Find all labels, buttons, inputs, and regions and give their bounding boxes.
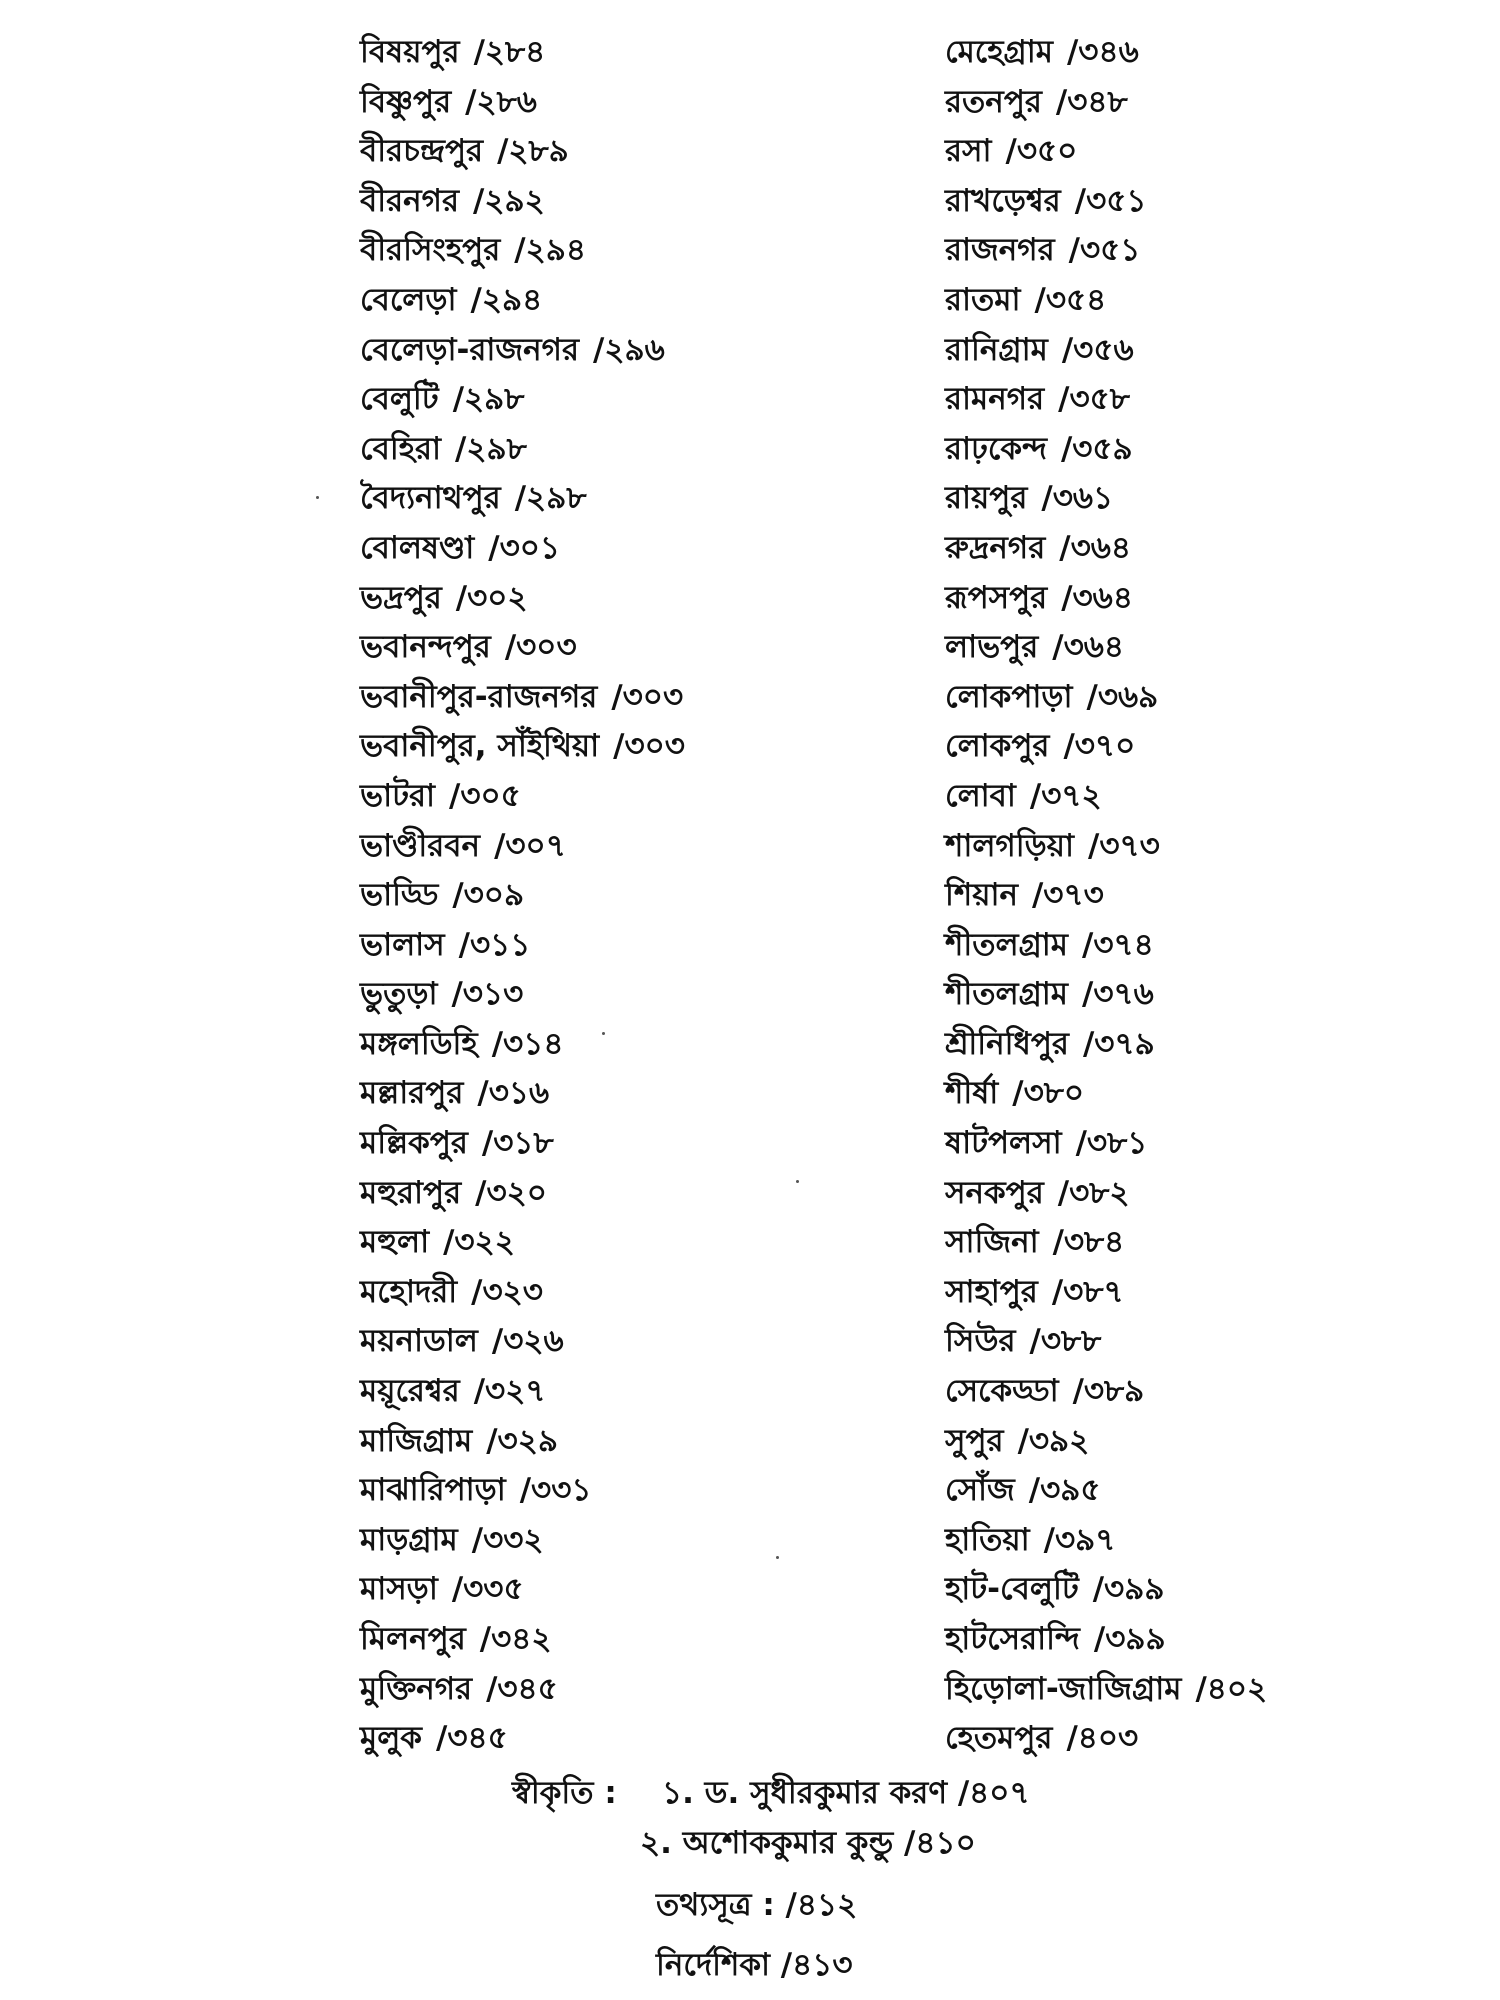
left-index-entry [360, 1020, 920, 1070]
place-name: মল্লারপুর [360, 1075, 464, 1112]
place-name: সাজিনা [945, 1224, 1039, 1261]
page-number: /৩০১ [488, 529, 561, 566]
page-number: /৩৯৯ [1092, 1571, 1165, 1608]
page-number: /৩৫৪ [1034, 281, 1107, 318]
right-index-entry [945, 276, 1465, 326]
place-name: বেলুটি [360, 381, 439, 418]
left-index-entry [360, 375, 920, 425]
place-name: ভুতুড়া [360, 976, 438, 1013]
page-number: /৩৭৯ [1082, 1025, 1155, 1062]
place-name: ভাণ্ডীরবন [360, 827, 481, 864]
right-index-entry [945, 1317, 1465, 1367]
right-index-entry [945, 772, 1465, 822]
place-name: ভদ্রপুর [360, 579, 442, 616]
left-index-entry [360, 177, 920, 227]
left-index-entry [360, 1466, 920, 1516]
place-name: রতনপুর [945, 83, 1042, 120]
page-number: /২৮৯ [497, 133, 569, 170]
place-name: বিষ্ণুপুর [360, 83, 452, 120]
index-entry: নির্দেশিকা /৪১৩ [656, 1947, 853, 1983]
right-index-entry [945, 1516, 1465, 1566]
left-index-entry [360, 28, 920, 78]
sources-entry: তথ্যসূত্র : /৪১২ [656, 1887, 858, 1923]
place-name: রাজনগর [945, 232, 1055, 269]
left-index-entry [360, 425, 920, 475]
place-name: মেহেগ্রাম [945, 34, 1053, 70]
left-index-entry [360, 871, 920, 921]
left-index-entry [360, 970, 920, 1020]
place-name: শিয়ান [945, 877, 1018, 914]
place-name: ভবানীপুর, সাঁইথিয়া [360, 728, 600, 765]
place-name: শীর্ষা [945, 1075, 999, 1112]
right-index-entry [945, 425, 1465, 475]
right-index-entry [945, 822, 1465, 872]
page-number: /৩৮০ [1012, 1075, 1085, 1112]
right-index-entry [945, 28, 1465, 78]
place-name: ভালাস [360, 926, 445, 963]
page-number: /৩৩৫ [451, 1571, 524, 1608]
right-index-entry [945, 1714, 1465, 1764]
right-index-entry [945, 1665, 1465, 1715]
page-number: /৩২৩ [471, 1273, 543, 1310]
place-name: ষাটপলসা [945, 1125, 1062, 1162]
page-number: /২৯২ [473, 182, 545, 219]
right-index-entry [945, 1268, 1465, 1318]
page-number: /৩৮৪ [1052, 1224, 1125, 1261]
page-number: /৩২৯ [486, 1422, 558, 1459]
place-name: মিলনপুর [360, 1621, 466, 1657]
page-number: /৩৮১ [1075, 1125, 1148, 1162]
page-number: /৩৫১ [1068, 232, 1141, 269]
page-number: /৩০৭ [494, 827, 566, 864]
place-name: ভাড্ডি [360, 877, 439, 914]
place-name: মহুরাপুর [360, 1174, 462, 1211]
place-name: মহোদরী [360, 1273, 458, 1310]
place-name: বৈদ্যনাথপুর [360, 480, 501, 517]
place-name: হাট-বেলুটি [945, 1571, 1079, 1608]
right-index-entry [945, 127, 1465, 177]
page-number: /৩৬৪ [1061, 579, 1133, 616]
page-number: /৩৫৮ [1058, 381, 1130, 418]
page-number: /৩৫০ [1005, 133, 1078, 170]
page-number: /৩৬৯ [1086, 678, 1159, 715]
left-index-entry [360, 474, 920, 524]
acknowledgement-label: স্বীকৃতি : [512, 1775, 617, 1811]
right-index-entry [945, 722, 1465, 772]
place-name: বেহিরা [360, 430, 442, 467]
page-number: /৩০২ [455, 579, 528, 616]
place-name: মুক্তিনগর [360, 1670, 473, 1707]
place-name: শ্রীনিধিপুর [945, 1025, 1069, 1062]
place-name: হাটসেরান্দি [945, 1621, 1080, 1657]
place-name: সনকপুর [945, 1174, 1044, 1211]
right-index-entry [945, 1367, 1465, 1417]
page-number: /৩০৩ [611, 678, 684, 715]
page-number: /২৯৮ [452, 381, 525, 418]
place-name: রুদ্রনগর [945, 529, 1046, 566]
right-index-entry [945, 326, 1465, 376]
page-number: /৩৭৩ [1088, 827, 1160, 864]
right-index-entry [945, 970, 1465, 1020]
left-index-entry [360, 1169, 920, 1219]
place-name: রানিগ্রাম [945, 331, 1048, 368]
page-number: /৩৪৫ [436, 1720, 508, 1757]
place-name: রসা [945, 133, 992, 170]
page-number: /৩৬১ [1041, 480, 1114, 517]
page-number: /৩০৩ [613, 728, 685, 765]
page-number: /৩৭২ [1029, 777, 1102, 814]
place-name: ভবানীপুর-রাজনগর [360, 678, 598, 715]
page-number: /২৯৪ [470, 281, 543, 318]
right-index-entry [945, 1615, 1465, 1665]
place-name: রূপসপুর [945, 579, 1048, 616]
page-number: /৩৯৯ [1093, 1621, 1166, 1657]
page-number: /৩৭৩ [1031, 877, 1104, 914]
left-index-entry [360, 623, 920, 673]
place-name: বীরচন্দ্রপুর [360, 133, 484, 170]
right-index-entry [945, 524, 1465, 574]
page-number: /৩৮৭ [1051, 1273, 1124, 1310]
acknowledgement-entry-1: ১. ড. সুধীরকুমার করণ /৪০৭ [662, 1775, 1030, 1811]
place-name: হিড়োলা-জাজিগ্রাম [945, 1670, 1182, 1707]
place-name: বোলষণ্ডা [360, 529, 475, 566]
page-number: /৩২৭ [473, 1373, 546, 1410]
right-index-entry [945, 574, 1465, 624]
right-index-entry [945, 871, 1465, 921]
page-number: /৩৫৬ [1061, 331, 1134, 368]
left-index-entry [360, 1367, 920, 1417]
acknowledgement-entry-2: ২. অশোককুমার কুন্ডু /৪১০ [640, 1825, 976, 1861]
index-column-right [945, 28, 1465, 1764]
page-number: /৩১৬ [477, 1075, 550, 1112]
page-number: /৩৫১ [1074, 182, 1147, 219]
left-index-entry [360, 1417, 920, 1467]
place-name: লোবা [945, 777, 1016, 814]
scan-speck [776, 1556, 779, 1559]
page-number: /৩৪৮ [1055, 83, 1128, 120]
scan-speck [316, 496, 319, 499]
place-name: শীতলগ্রাম [945, 926, 1068, 963]
place-name: মাড়গ্রাম [360, 1521, 458, 1558]
page-number: /৩৬৪ [1052, 629, 1125, 666]
page-number: /৪০২ [1195, 1670, 1268, 1707]
place-name: সাহাপুর [945, 1273, 1038, 1310]
place-name: রাঢ়কেন্দ [945, 430, 1047, 467]
right-index-entry [945, 623, 1465, 673]
page-number: /২৯৮ [514, 480, 587, 517]
place-name: সেকেড্ডা [945, 1373, 1059, 1410]
page-number: /৪০৩ [1066, 1720, 1139, 1757]
left-index-entry [360, 1615, 920, 1665]
scan-speck [602, 1032, 605, 1035]
place-name: রাতমা [945, 281, 1021, 318]
place-name: ময়নাডাল [360, 1323, 478, 1360]
left-index-entry [360, 1268, 920, 1318]
place-name: বিষয়পুর [360, 34, 460, 70]
right-index-entry [945, 921, 1465, 971]
page-number: /৩৭৪ [1082, 926, 1154, 963]
page-number: /৩৪৬ [1066, 34, 1139, 70]
page-number: /৩০৫ [449, 777, 521, 814]
left-index-entry [360, 127, 920, 177]
left-index-entry [360, 1218, 920, 1268]
page-number: /৩৫৯ [1060, 430, 1133, 467]
left-index-entry [360, 822, 920, 872]
place-name: বেলেড়া-রাজনগর [360, 331, 580, 368]
left-index-entry [360, 1565, 920, 1615]
left-index-entry [360, 226, 920, 276]
right-index-entry [945, 1020, 1465, 1070]
right-index-entry [945, 226, 1465, 276]
page-number: /৩১৮ [481, 1125, 554, 1162]
page-number: /৩৩১ [519, 1472, 592, 1509]
page-number: /৩২৬ [491, 1323, 564, 1360]
place-name: বীরনগর [360, 182, 460, 219]
page-number: /২৯৮ [455, 430, 527, 467]
right-index-entry [945, 1466, 1465, 1516]
left-index-entry [360, 772, 920, 822]
place-name: রাখড়েশ্বর [945, 182, 1061, 219]
place-name: ভবানন্দপুর [360, 629, 491, 666]
left-index-entry [360, 574, 920, 624]
place-name: মুলুক [360, 1720, 422, 1757]
place-name: শীতলগ্রাম [945, 976, 1068, 1013]
page-number: /৩৯২ [1017, 1422, 1090, 1459]
place-name: লোকপুর [945, 728, 1050, 765]
page-number: /৩২০ [475, 1174, 547, 1211]
page-number: /৩১৩ [451, 976, 524, 1013]
place-name: হাতিয়া [945, 1521, 1030, 1558]
place-name: সোঁজ [945, 1472, 1015, 1509]
scan-speck [796, 1180, 799, 1183]
left-index-entry [360, 1317, 920, 1367]
right-index-entry [945, 1218, 1465, 1268]
page-number: /৩৩২ [471, 1521, 544, 1558]
place-name: মল্লিকপুর [360, 1125, 468, 1162]
page-number: /৩৯৫ [1028, 1472, 1101, 1509]
page-number: /৩৮২ [1057, 1174, 1130, 1211]
place-name: রামনগর [945, 381, 1045, 418]
page-number: /২৯৬ [593, 331, 665, 368]
place-name: শালগড়িয়া [945, 827, 1074, 864]
left-index-entry [360, 78, 920, 128]
place-name: ময়ূরেশ্বর [360, 1373, 460, 1410]
page-number: /৩৮৮ [1029, 1323, 1102, 1360]
place-name: রায়পুর [945, 480, 1028, 517]
place-name: ভাটরা [360, 777, 436, 814]
page-number: /৩৭০ [1063, 728, 1136, 765]
left-index-entry [360, 524, 920, 574]
left-index-entry [360, 1119, 920, 1169]
page-number: /২৮৪ [473, 34, 546, 70]
right-index-entry [945, 673, 1465, 723]
left-index-entry [360, 673, 920, 723]
page-number: /৩২২ [443, 1224, 515, 1261]
left-index-entry [360, 921, 920, 971]
page-number: /৩৪২ [479, 1621, 552, 1657]
right-index-entry [945, 177, 1465, 227]
left-index-entry [360, 1069, 920, 1119]
place-name: হেতমপুর [945, 1720, 1053, 1757]
right-index-entry [945, 474, 1465, 524]
page-number: /৩৪৫ [486, 1670, 558, 1707]
left-index-entry [360, 1714, 920, 1764]
left-index-entry [360, 326, 920, 376]
right-index-entry [945, 78, 1465, 128]
page-number: /৩০৩ [504, 629, 577, 666]
place-name: বীরসিংহপুর [360, 232, 501, 269]
place-name: মঙ্গলডিহি [360, 1025, 478, 1062]
left-index-entry [360, 1516, 920, 1566]
page-number: /৩১১ [458, 926, 531, 963]
page-number: /৩৮৯ [1072, 1373, 1145, 1410]
right-index-entry [945, 375, 1465, 425]
page-number: /৩৯৭ [1043, 1521, 1116, 1558]
right-index-entry [945, 1565, 1465, 1615]
right-index-entry [945, 1119, 1465, 1169]
place-name: লাভপুর [945, 629, 1039, 666]
right-index-entry [945, 1169, 1465, 1219]
right-index-entry [945, 1417, 1465, 1467]
place-name: সিউর [945, 1323, 1016, 1360]
place-name: মাঝারিপাড়া [360, 1472, 506, 1509]
page-number: /২৯৪ [514, 232, 586, 269]
page-number: /৩৭৬ [1082, 976, 1154, 1013]
place-name: মাজিগ্রাম [360, 1422, 473, 1459]
right-index-entry [945, 1069, 1465, 1119]
left-index-entry [360, 722, 920, 772]
page-number: /৩৬৪ [1059, 529, 1132, 566]
place-name: লোকপাড়া [945, 678, 1073, 715]
page-number: /৩১৪ [491, 1025, 564, 1062]
place-name: বেলেড়া [360, 281, 457, 318]
place-name: মাসড়া [360, 1571, 438, 1608]
place-name: মহুলা [360, 1224, 430, 1261]
index-column-left [360, 28, 920, 1764]
left-index-entry [360, 1665, 920, 1715]
left-index-entry [360, 276, 920, 326]
place-name: সুপুর [945, 1422, 1004, 1459]
page-number: /৩০৯ [452, 877, 525, 914]
page-number: /২৮৬ [465, 83, 537, 120]
